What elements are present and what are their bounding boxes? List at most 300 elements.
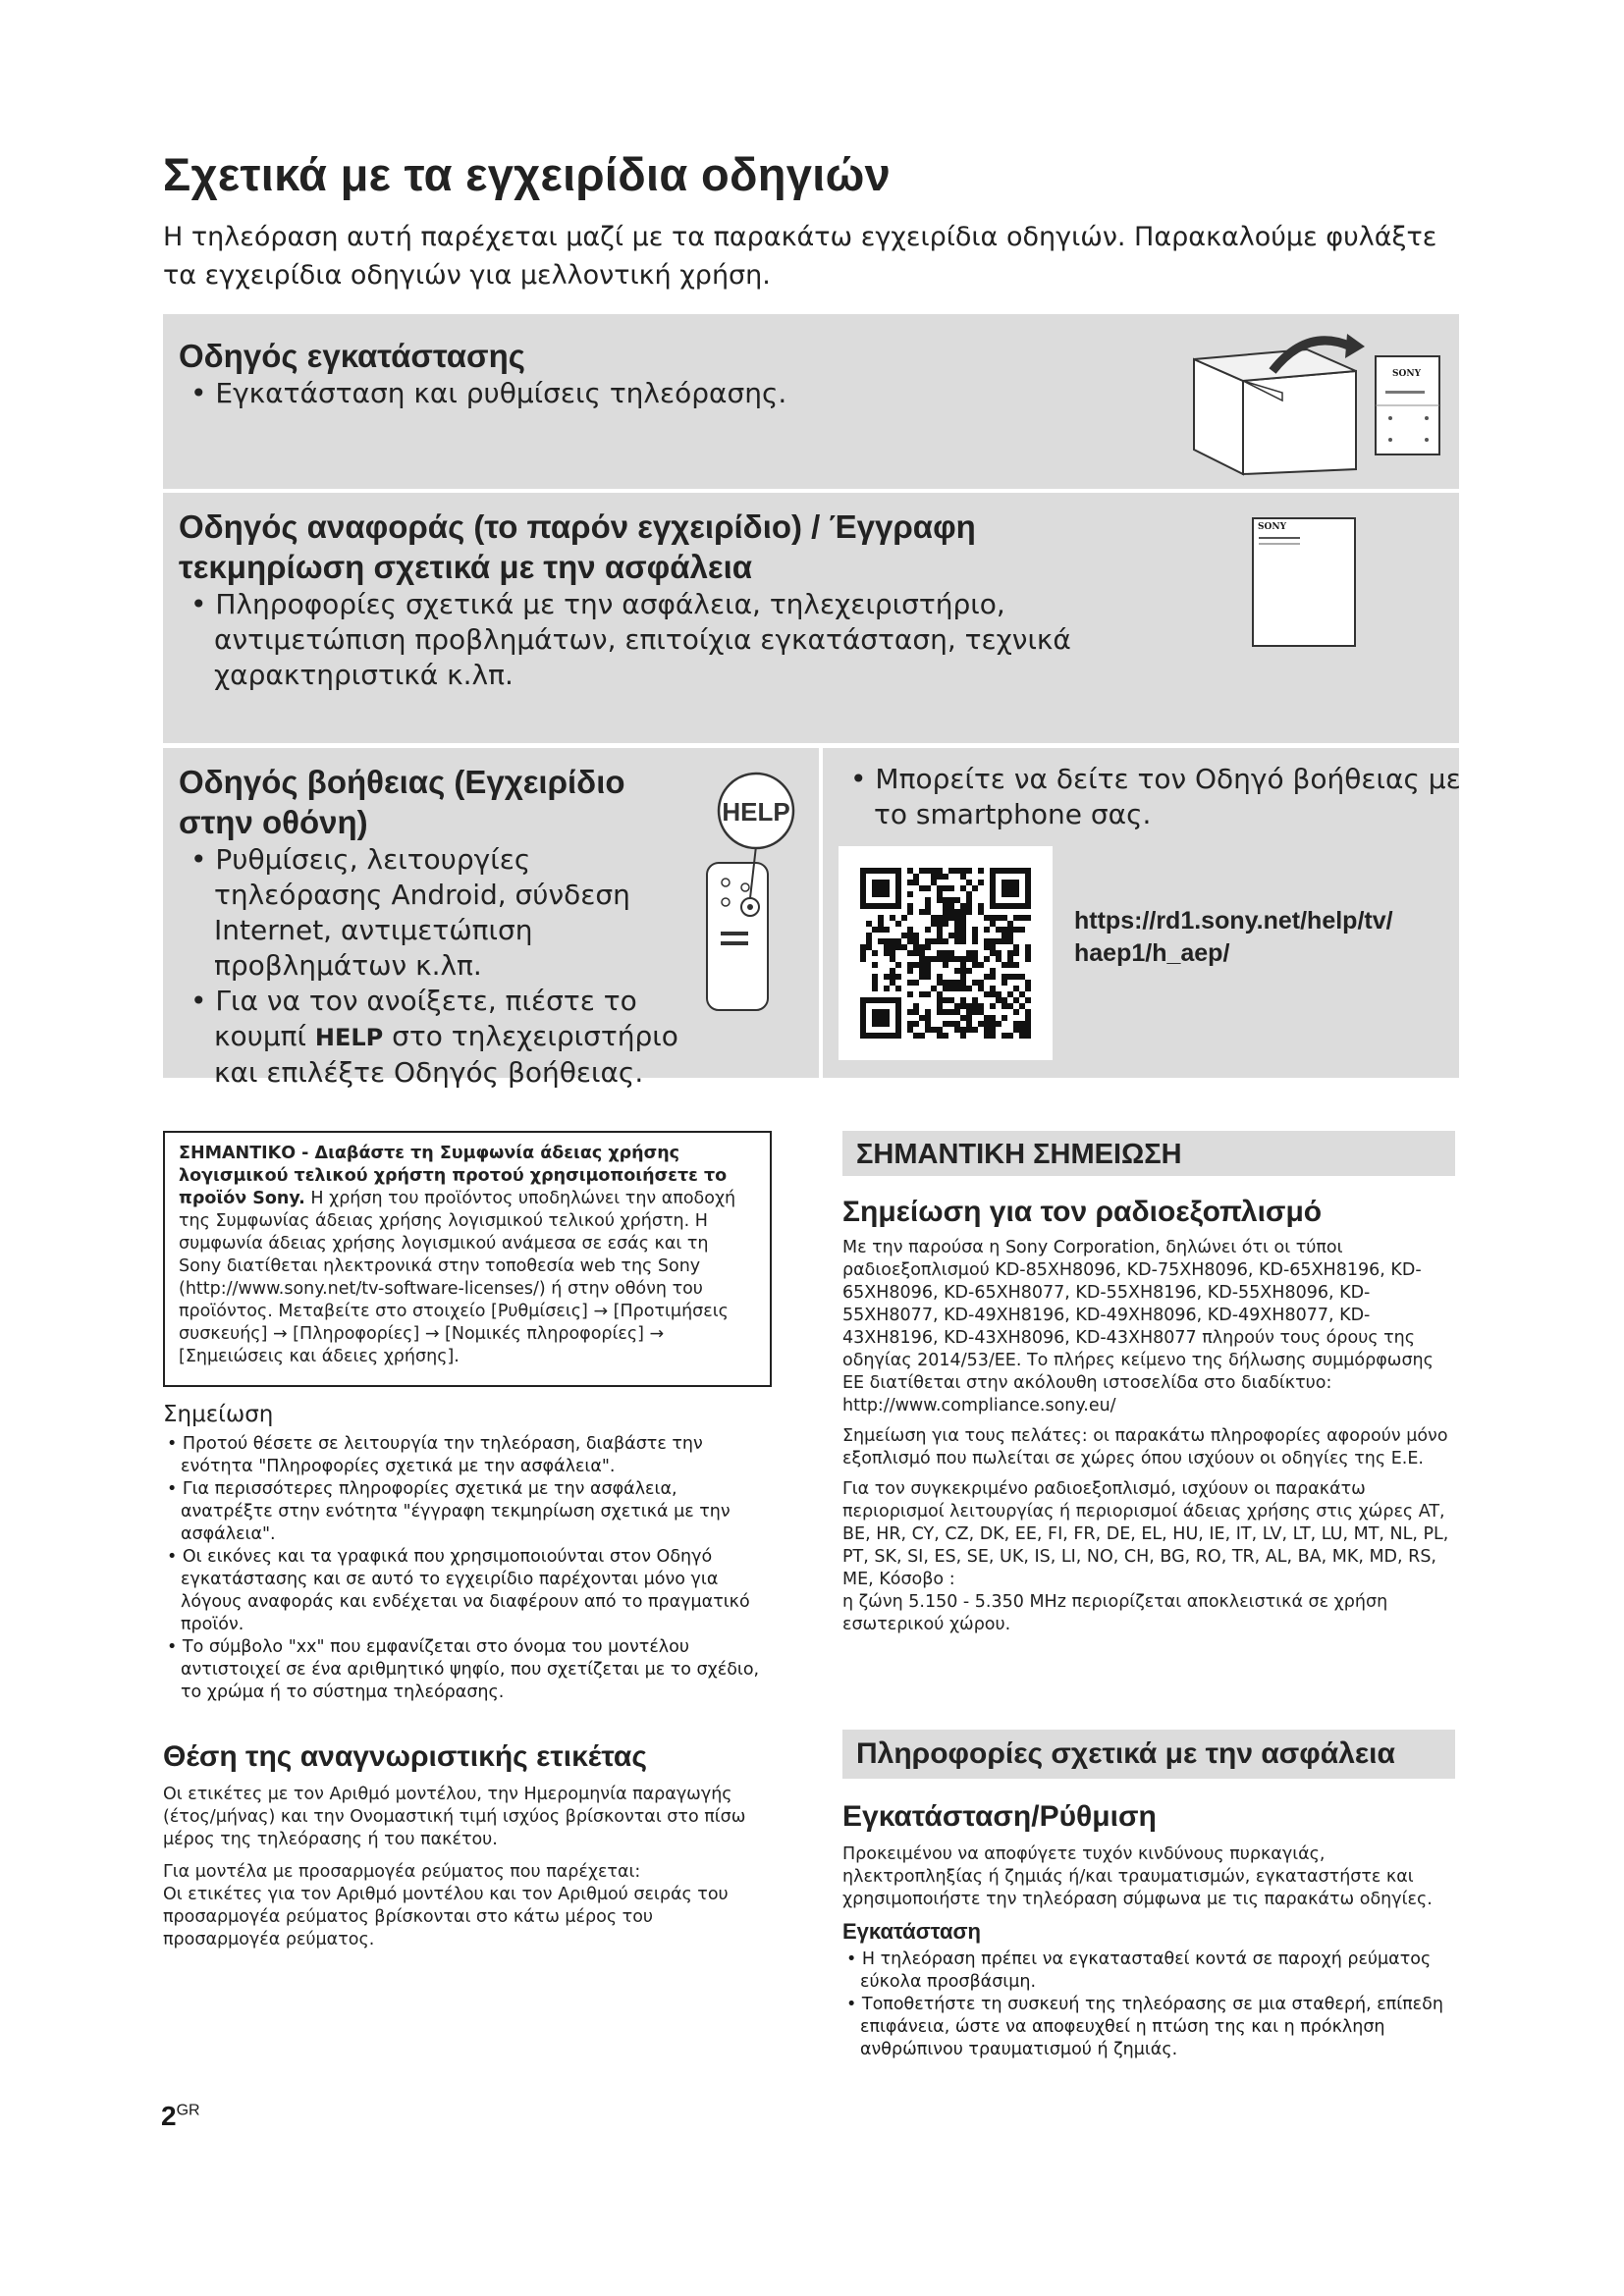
qr-module bbox=[907, 950, 913, 956]
qr-module bbox=[872, 986, 878, 991]
qr-module bbox=[972, 997, 978, 1003]
qr-module bbox=[925, 897, 931, 903]
qr-module bbox=[890, 915, 895, 921]
qr-module bbox=[925, 1015, 931, 1021]
qr-module bbox=[954, 868, 960, 874]
qr-module bbox=[895, 921, 901, 927]
qr-module bbox=[943, 950, 948, 956]
qr-module bbox=[907, 962, 913, 968]
qr-module bbox=[1013, 915, 1019, 921]
qr-module bbox=[884, 950, 890, 956]
qr-module bbox=[960, 868, 966, 874]
qr-module bbox=[978, 1021, 984, 1027]
qr-module bbox=[866, 933, 872, 938]
radio-equipment-p1: Με την παρούσα η Sony Corporation, δηλώνει ότι οι τύποι ραδιοεξοπλισμού KD-85XH8096, KD-75XH8096, KD-65XH8196, KD-65XH8096, KD-65XH8077, KD-55XH8196, KD-55XH8096, KD-55XH8077, KD-49XH8196, KD-49XH8096, KD-49XH8077, KD-43XH8196, KD-43XH8096, KD-43XH8077 πληρούν τους όρους της οδηγίας 2014/53/ΕΕ. Το πλήρες κείμενο της δήλωσης συμμόρφωσης ΕΕ διατίθεται στην ακόλουθη ιστοσελίδα στο διαδίκτυο: http://www.compliance.sony.eu/ bbox=[842, 1238, 1434, 1415]
qr-module bbox=[943, 1009, 948, 1015]
qr-module bbox=[984, 927, 990, 933]
qr-module bbox=[1025, 950, 1031, 956]
qr-module bbox=[990, 938, 996, 944]
qr-module bbox=[972, 962, 978, 968]
qr-module bbox=[919, 944, 925, 950]
qr-module bbox=[1013, 997, 1019, 1003]
qr-module bbox=[913, 938, 919, 944]
qr-module bbox=[937, 933, 943, 938]
qr-module bbox=[1019, 1003, 1025, 1009]
qr-module bbox=[890, 974, 895, 980]
qr-module bbox=[937, 874, 943, 880]
qr-module bbox=[972, 1009, 978, 1015]
qr-module bbox=[913, 1009, 919, 1015]
qr-module bbox=[943, 874, 948, 880]
qr-module bbox=[960, 903, 966, 909]
qr-module bbox=[978, 880, 984, 885]
qr-module bbox=[990, 1027, 996, 1033]
qr-module bbox=[972, 1003, 978, 1009]
help-guide-bullet-2 bbox=[179, 984, 705, 1091]
qr-module bbox=[943, 997, 948, 1003]
qr-module bbox=[954, 956, 960, 962]
note-item: • Για περισσότερες πληροφορίες σχετικά με την ασφάλεια, ανατρέξτε στην ενότητα "έγγραφη τεκμηρίωση σχετικά με την ασφάλεια". bbox=[163, 1478, 772, 1546]
qr-module bbox=[954, 1027, 960, 1033]
setup-brand-label: SONY bbox=[1392, 369, 1421, 379]
qr-module bbox=[960, 921, 966, 927]
qr-module bbox=[1025, 1015, 1031, 1021]
qr-module bbox=[895, 974, 901, 980]
qr-module bbox=[907, 991, 913, 997]
qr-module bbox=[972, 956, 978, 962]
help-badge-label: HELP bbox=[722, 797, 790, 827]
label-position-heading: Θέση της αναγνωριστικής ετικέτας bbox=[163, 1740, 647, 1773]
qr-module bbox=[913, 962, 919, 968]
qr-module bbox=[937, 1009, 943, 1015]
qr-module bbox=[1007, 1003, 1013, 1009]
qr-module bbox=[925, 968, 931, 974]
qr-module bbox=[925, 885, 931, 891]
qr-module bbox=[954, 897, 960, 903]
qr-module bbox=[937, 1003, 943, 1009]
qr-module bbox=[866, 921, 872, 927]
qr-module bbox=[943, 903, 948, 909]
qr-module bbox=[919, 1015, 925, 1021]
qr-module bbox=[1001, 1003, 1007, 1009]
qr-module bbox=[860, 956, 866, 962]
qr-module bbox=[907, 1009, 913, 1015]
qr-module bbox=[943, 909, 948, 915]
qr-module bbox=[860, 950, 866, 956]
qr-module bbox=[937, 950, 943, 956]
note-item: • Οι εικόνες και τα γραφικά που χρησιμοποιούνται στον Οδηγό εγκατάστασης και σε αυτό το εγχειρίδιο παρέχονται μόνο για λόγους αναφοράς και ενδέχεται να διαφέρουν από το πραγματικό προϊόν. bbox=[163, 1546, 772, 1636]
qr-module bbox=[1001, 980, 1007, 986]
qr-module bbox=[1007, 1033, 1013, 1039]
qr-module bbox=[948, 868, 954, 874]
intro-text: Η τηλεόραση αυτή παρέχεται μαζί με τα παρακάτω εγχειρίδια οδηγιών. Παρακαλούμε φυλάξτε τα εγχειρίδια οδηγιών για μελλοντική χρήση. bbox=[163, 222, 1437, 291]
qr-module bbox=[901, 915, 907, 921]
qr-module bbox=[1007, 938, 1013, 944]
qr-module bbox=[901, 933, 907, 938]
qr-module bbox=[1001, 997, 1007, 1003]
qr-module bbox=[1025, 944, 1031, 950]
qr-module bbox=[943, 956, 948, 962]
page-number bbox=[161, 2101, 200, 2132]
qr-module bbox=[960, 938, 966, 944]
qr-module bbox=[925, 956, 931, 962]
label-position-p2-line2: Οι ετικέτες για τον Αριθμό μοντέλου και τον Αριθμού σειράς του προσαρμογέα ρεύματος βρίσκονται στο κάτω μέρος του προσαρμογέα ρεύματος. bbox=[163, 1885, 729, 1949]
qr-module bbox=[1007, 962, 1013, 968]
qr-module bbox=[996, 927, 1001, 933]
help-url[interactable] bbox=[1074, 905, 1393, 970]
qr-module bbox=[948, 897, 954, 903]
qr-module bbox=[1001, 915, 1007, 921]
page-title: Σχετικά με τα εγχειρίδια οδηγιών bbox=[163, 148, 892, 200]
license-notice-body: Η χρήση του προϊόντος υποδηλώνει την αποδοχή της Συμφωνίας άδειας χρήσης λογισμικού τελικού χρήστη. Η συμφωνία άδειας χρήσης λογισμικού ανάμεσα σε εσάς και τη Sony διατίθεται ηλεκτρονικά στην τοποθεσία web της Sony (http://www.sony.net/tv-software-licenses/) ή στην οθόνη του προϊόντος. Μεταβείτε στο στοιχείο [Ρυθμίσεις] → [Προτιμήσεις συσκευής] → [Πληροφορίες] → [Νομικές πληροφορίες] → [Σημειώσεις και άδειες χρήσης]. bbox=[179, 1189, 736, 1366]
qr-module bbox=[996, 956, 1001, 962]
qr-module bbox=[954, 968, 960, 974]
qr-module bbox=[984, 938, 990, 944]
qr-module bbox=[890, 938, 895, 944]
qr-module bbox=[954, 921, 960, 927]
qr-module bbox=[878, 927, 884, 933]
help-url-line-2[interactable]: haep1/h_aep/ bbox=[1074, 939, 1230, 967]
qr-module bbox=[978, 868, 984, 874]
qr-module bbox=[960, 997, 966, 1003]
qr-module bbox=[948, 1009, 954, 1015]
qr-module bbox=[937, 974, 943, 980]
qr-module bbox=[1025, 1027, 1031, 1033]
note-heading: Σημείωση bbox=[163, 1402, 274, 1427]
qr-module bbox=[948, 997, 954, 1003]
qr-module bbox=[966, 1003, 972, 1009]
qr-module bbox=[972, 885, 978, 891]
qr-module bbox=[937, 897, 943, 903]
qr-module bbox=[937, 938, 943, 944]
help-guide-panel bbox=[163, 748, 819, 1089]
qr-module bbox=[960, 980, 966, 986]
qr-module bbox=[878, 915, 884, 921]
qr-module bbox=[872, 974, 878, 980]
qr-module bbox=[966, 868, 972, 874]
qr-module bbox=[966, 968, 972, 974]
qr-module bbox=[895, 986, 901, 991]
qr-module bbox=[1025, 915, 1031, 921]
qr-module bbox=[1025, 1021, 1031, 1027]
license-notice-text bbox=[179, 1143, 756, 1368]
reference-guide-title: Οδηγός αναφοράς (το παρόν εγχειρίδιο) / Έγγραφη τεκμηρίωση σχετικά με την ασφάλεια bbox=[179, 508, 976, 585]
radio-equipment-section bbox=[842, 1196, 1455, 1636]
safety-item: • Η τηλεόραση πρέπει να εγκατασταθεί κοντά σε παροχή ρεύματος εύκολα προσβάσιμη. bbox=[842, 1949, 1455, 1994]
qr-module bbox=[996, 997, 1001, 1003]
qr-module bbox=[960, 968, 966, 974]
qr-module bbox=[907, 868, 913, 874]
qr-module bbox=[937, 915, 943, 921]
qr-module bbox=[990, 986, 996, 991]
qr-module bbox=[1013, 1021, 1019, 1027]
qr-module bbox=[890, 968, 895, 974]
qr-module bbox=[984, 974, 990, 980]
qr-module bbox=[966, 1027, 972, 1033]
qr-module bbox=[943, 897, 948, 903]
qr-module bbox=[943, 1021, 948, 1027]
qr-module bbox=[996, 950, 1001, 956]
setup-guide-panel bbox=[163, 314, 1459, 489]
qr-module bbox=[954, 938, 960, 944]
setup-guide-bullet: • Εγκατάσταση και ρυθμίσεις τηλεόρασης. bbox=[179, 376, 1161, 411]
qr-module bbox=[954, 915, 960, 921]
qr-module bbox=[990, 944, 996, 950]
qr-module bbox=[990, 1021, 996, 1027]
qr-module bbox=[966, 1015, 972, 1021]
qr-module bbox=[984, 1027, 990, 1033]
qr-module bbox=[907, 1027, 913, 1033]
qr-module bbox=[1025, 956, 1031, 962]
qr-module bbox=[960, 956, 966, 962]
qr-module bbox=[943, 885, 948, 891]
qr-module bbox=[913, 1033, 919, 1039]
qr-module bbox=[1001, 927, 1007, 933]
qr-module bbox=[1013, 962, 1019, 968]
safety-item: • Τοποθετήστε τη συσκευή της τηλεόρασης σε μια σταθερή, επίπεδη επιφάνεια, ώστε να αποφευχθεί η πτώση της και η πρόκληση ανθρώπινου τραυματισμού ή ζημιάς. bbox=[842, 1994, 1455, 2061]
qr-module bbox=[913, 1003, 919, 1009]
qr-module bbox=[884, 927, 890, 933]
qr-module bbox=[1013, 986, 1019, 991]
qr-module bbox=[966, 897, 972, 903]
help-bullet2-post: στο τηλεχειριστήριο και επιλέξτε Οδηγός βοήθειας. bbox=[214, 1020, 678, 1089]
qr-module bbox=[919, 962, 925, 968]
qr-module bbox=[1019, 1033, 1025, 1039]
qr-module bbox=[895, 944, 901, 950]
qr-module bbox=[931, 921, 937, 927]
qr-module bbox=[1007, 991, 1013, 997]
qr-module bbox=[966, 956, 972, 962]
qr-module bbox=[919, 868, 925, 874]
qr-module bbox=[948, 903, 954, 909]
qr-module bbox=[966, 903, 972, 909]
installation-setup-p1: Προκειμένου να αποφύγετε τυχόν κινδύνους πυρκαγιάς, ηλεκτροπληξίας ή ζημιάς ή/και τραυματισμών, εγκαταστήστε και χρησιμοποιήστε την τηλεόραση σύμφωνα με τις παρακάτω οδηγίες. bbox=[842, 1844, 1433, 1909]
qr-module bbox=[954, 1021, 960, 1027]
qr-module bbox=[1007, 933, 1013, 938]
radio-equipment-p4: η ζώνη 5.150 - 5.350 MHz περιορίζεται αποκλειστικά σε χρήση εσωτερικού χώρου. bbox=[842, 1592, 1388, 1634]
qr-module bbox=[1019, 927, 1025, 933]
qr-module bbox=[913, 950, 919, 956]
qr-module bbox=[937, 997, 943, 1003]
qr-module bbox=[919, 968, 925, 974]
help-smartphone-panel bbox=[823, 748, 1459, 1078]
qr-module bbox=[890, 956, 895, 962]
qr-module bbox=[925, 903, 931, 909]
qr-module bbox=[1001, 933, 1007, 938]
qr-module bbox=[966, 1021, 972, 1027]
qr-module bbox=[931, 915, 937, 921]
qr-module bbox=[954, 933, 960, 938]
qr-module bbox=[937, 891, 943, 897]
qr-module bbox=[954, 909, 960, 915]
qr-module bbox=[937, 991, 943, 997]
qr-module bbox=[925, 909, 931, 915]
qr-module bbox=[872, 962, 878, 968]
qr-module bbox=[1013, 950, 1019, 956]
qr-module bbox=[960, 885, 966, 891]
qr-module bbox=[948, 956, 954, 962]
qr-module bbox=[984, 991, 990, 997]
reference-guide-bullet: • Πληροφορίες σχετικά με την ασφάλεια, τηλεχειριστήριο, αντιμετώπιση προβλημάτων, επιτοίχια εγκατάσταση, τεχνικά χαρακτηριστικά κ.λπ. bbox=[179, 587, 1098, 693]
label-position-p2-line1: Για μοντέλα με προσαρμογέα ρεύματος που παρέχεται: bbox=[163, 1862, 641, 1882]
help-guide-title: Οδηγός βοήθειας (Εγχειρίδιο στην οθόνη) bbox=[179, 764, 625, 840]
qr-module bbox=[948, 1021, 954, 1027]
qr-module bbox=[943, 986, 948, 991]
qr-module bbox=[925, 938, 931, 944]
qr-module bbox=[925, 962, 931, 968]
qr-finder bbox=[872, 880, 890, 897]
qr-module bbox=[919, 956, 925, 962]
qr-module bbox=[1013, 1009, 1019, 1015]
page-number-value: 2 bbox=[161, 2101, 177, 2131]
qr-module bbox=[866, 938, 872, 944]
remote-help-icon bbox=[701, 770, 814, 1013]
qr-module bbox=[966, 1009, 972, 1015]
license-notice-box bbox=[163, 1131, 772, 1387]
qr-module bbox=[890, 944, 895, 950]
qr-module bbox=[990, 921, 996, 927]
qr-module bbox=[937, 921, 943, 927]
qr-module bbox=[990, 1003, 996, 1009]
qr-module bbox=[1013, 1027, 1019, 1033]
qr-module bbox=[895, 962, 901, 968]
qr-module bbox=[960, 974, 966, 980]
qr-module bbox=[984, 1033, 990, 1039]
qr-module bbox=[931, 938, 937, 944]
qr-module bbox=[960, 962, 966, 968]
qr-module bbox=[943, 938, 948, 944]
qr-module bbox=[925, 927, 931, 933]
qr-module bbox=[907, 938, 913, 944]
qr-module bbox=[1019, 1021, 1025, 1027]
qr-module bbox=[931, 874, 937, 880]
qr-module bbox=[890, 950, 895, 956]
qr-module bbox=[907, 927, 913, 933]
qr-module bbox=[960, 915, 966, 921]
qr-module bbox=[931, 1027, 937, 1033]
qr-module bbox=[990, 968, 996, 974]
qr-module bbox=[1025, 1033, 1031, 1039]
qr-module bbox=[966, 891, 972, 897]
qr-module bbox=[960, 927, 966, 933]
qr-module bbox=[990, 950, 996, 956]
qr-module bbox=[972, 927, 978, 933]
qr-module bbox=[884, 938, 890, 944]
qr-module bbox=[960, 986, 966, 991]
qr-module bbox=[1001, 974, 1007, 980]
qr-module bbox=[866, 944, 872, 950]
qr-module bbox=[925, 1021, 931, 1027]
qr-module bbox=[948, 950, 954, 956]
qr-module bbox=[972, 938, 978, 944]
qr-module bbox=[937, 885, 943, 891]
qr-module bbox=[913, 874, 919, 880]
qr-module bbox=[860, 944, 866, 950]
qr-module bbox=[937, 980, 943, 986]
qr-module bbox=[1001, 1015, 1007, 1021]
qr-module bbox=[1025, 1009, 1031, 1015]
qr-module bbox=[990, 991, 996, 997]
qr-module bbox=[872, 927, 878, 933]
qr-module bbox=[960, 909, 966, 915]
qr-module bbox=[901, 944, 907, 950]
qr-module bbox=[919, 1033, 925, 1039]
qr-module bbox=[1019, 1027, 1025, 1033]
qr-module bbox=[937, 956, 943, 962]
qr-module bbox=[948, 915, 954, 921]
qr-module bbox=[954, 986, 960, 991]
qr-module bbox=[1001, 962, 1007, 968]
qr-module bbox=[913, 944, 919, 950]
qr-module bbox=[907, 891, 913, 897]
qr-module bbox=[984, 956, 990, 962]
qr-finder bbox=[1001, 880, 1019, 897]
qr-module bbox=[972, 980, 978, 986]
qr-module bbox=[931, 986, 937, 991]
qr-module bbox=[984, 1021, 990, 1027]
qr-module bbox=[996, 1021, 1001, 1027]
qr-module bbox=[931, 868, 937, 874]
qr-module bbox=[996, 915, 1001, 921]
qr-module bbox=[1019, 915, 1025, 921]
qr-module bbox=[919, 950, 925, 956]
qr-module bbox=[943, 962, 948, 968]
qr-module bbox=[872, 980, 878, 986]
qr-module bbox=[960, 933, 966, 938]
important-notice-band: ΣΗΜΑΝΤΙΚΗ ΣΗΜΕΙΩΣΗ bbox=[842, 1131, 1455, 1176]
reference-brand-label: SONY bbox=[1258, 522, 1286, 532]
help-url-line-1[interactable]: https://rd1.sony.net/help/tv/ bbox=[1074, 907, 1393, 934]
qr-module bbox=[937, 868, 943, 874]
qr-module bbox=[907, 968, 913, 974]
qr-code-panel bbox=[839, 846, 1053, 1060]
qr-module bbox=[907, 909, 913, 915]
qr-module bbox=[919, 885, 925, 891]
qr-module bbox=[937, 1027, 943, 1033]
qr-module bbox=[1013, 974, 1019, 980]
qr-module bbox=[1007, 921, 1013, 927]
qr-module bbox=[966, 986, 972, 991]
setup-guide-title: Οδηγός εγκατάστασης bbox=[179, 338, 525, 374]
qr-module bbox=[907, 933, 913, 938]
smartphone-text: • Μπορείτε να δείτε τον Οδηγό βοήθειας με το smartphone σας. bbox=[839, 762, 1473, 832]
qr-module bbox=[943, 921, 948, 927]
radio-equipment-p3: Για τον συγκεκριμένο ραδιοεξοπλισμό, ισχύουν οι παρακάτω περιορισμοί λειτουργίας ή περιορισμοί άδειας χρήσης στις χώρες AT, BE, HR, CY, CZ, DK, EE, FI, FR, DE, EL, HU, IE, IT, LV, LT, LU, MT, NL, PL, PT, SK, SI, ES, SE, UK, IS, LI, NO, CH, BG, RO, TR, AL, BA, MK, MD, RS, ME, Κόσοβο : bbox=[842, 1479, 1449, 1589]
qr-module bbox=[984, 1015, 990, 1021]
qr-module bbox=[960, 1015, 966, 1021]
safety-band: Πληροφορίες σχετικά με την ασφάλεια bbox=[842, 1730, 1455, 1779]
qr-module bbox=[1025, 980, 1031, 986]
qr-module bbox=[954, 980, 960, 986]
qr-module bbox=[978, 1003, 984, 1009]
qr-module bbox=[966, 909, 972, 915]
qr-module bbox=[943, 1033, 948, 1039]
qr-module bbox=[884, 974, 890, 980]
qr-module bbox=[1007, 950, 1013, 956]
qr-module bbox=[884, 944, 890, 950]
qr-module bbox=[878, 921, 884, 927]
qr-module bbox=[978, 962, 984, 968]
qr-module bbox=[919, 909, 925, 915]
radio-equipment-p2: Σημείωση για τους πελάτες: οι παρακάτω πληροφορίες αφορούν μόνο εξοπλισμό που πωλείται σε χώρες όπου ισχύουν οι οδηγίες της Ε.Ε. bbox=[842, 1426, 1448, 1468]
qr-module bbox=[937, 1033, 943, 1039]
qr-module bbox=[960, 1033, 966, 1039]
qr-module bbox=[978, 986, 984, 991]
qr-module bbox=[990, 974, 996, 980]
note-section bbox=[163, 1402, 772, 1704]
qr-module bbox=[943, 980, 948, 986]
qr-module bbox=[913, 880, 919, 885]
